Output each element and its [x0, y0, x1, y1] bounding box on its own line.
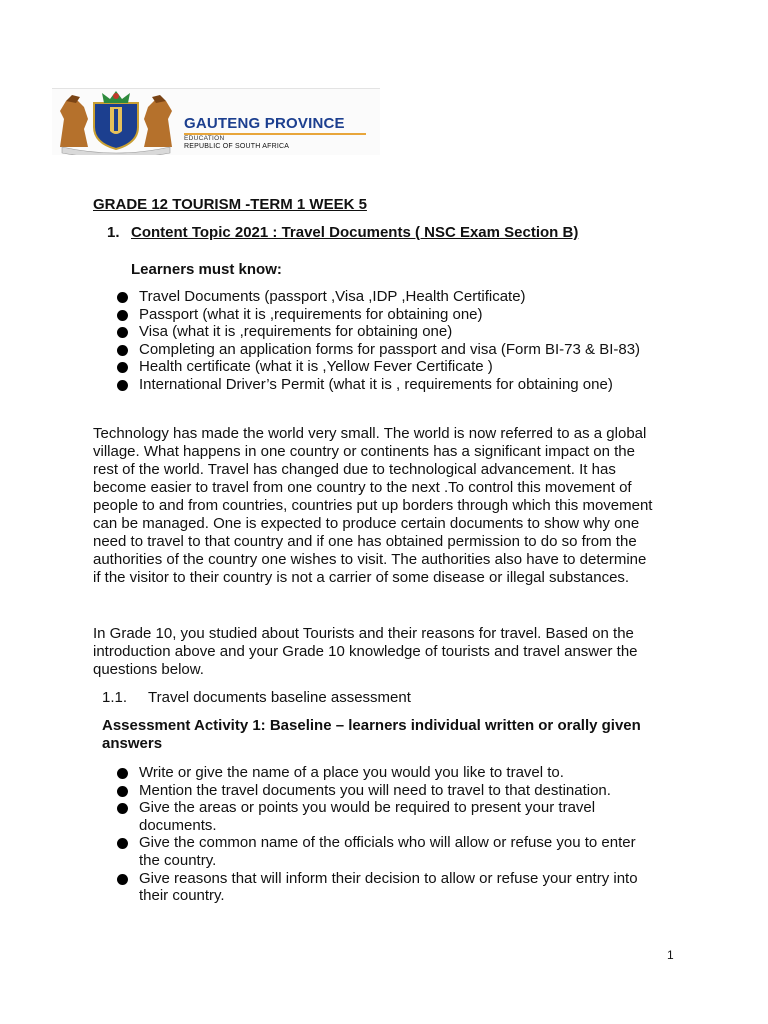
- logo-title: GAUTENG PROVINCE: [184, 115, 345, 132]
- list-item: Health certificate (what it is ,Yellow Fever Certificate ): [113, 358, 640, 376]
- bullet-icon: [117, 292, 128, 303]
- list-item: Visa (what it is ,requirements for obtaining one): [113, 323, 640, 341]
- subsection-number: 1.1.: [102, 689, 128, 706]
- list-item: Mention the travel documents you will need to travel to that destination.: [113, 782, 638, 800]
- subsection-title: Travel documents baseline assessment: [148, 689, 411, 706]
- bullet-icon: [117, 874, 128, 885]
- list-item: Give reasons that will inform their decision to allow or refuse your entry into their country.: [113, 870, 638, 905]
- list-item: Completing an application forms for passport and visa (Form BI-73 & BI-83): [113, 341, 640, 359]
- bullet-icon: [117, 327, 128, 338]
- activity-list: [113, 764, 638, 905]
- list-item: Travel Documents (passport ,Visa ,IDP ,Health Certificate): [113, 288, 640, 306]
- list-item: Write or give the name of a place you would you like to travel to.: [113, 764, 638, 782]
- bullet-icon: [117, 345, 128, 356]
- activity-heading: Assessment Activity 1: Baseline – learners individual written or orally given answers: [102, 717, 641, 752]
- bullet-icon: [117, 838, 128, 849]
- page-heading: GRADE 12 TOURISM -TERM 1 WEEK 5: [93, 196, 367, 213]
- logo-country: REPUBLIC OF SOUTH AFRICA: [184, 143, 290, 150]
- gauteng-logo: [52, 88, 380, 155]
- grade10-paragraph: In Grade 10, you studied about Tourists and their reasons for travel. Based on the introduction above and your Grade 10 knowledge of tourists and travel answer the questions below.: [93, 625, 638, 678]
- learners-heading: Learners must know:: [131, 261, 282, 278]
- topic-title: Content Topic 2021 : Travel Documents ( NSC Exam Section B): [131, 224, 579, 241]
- bullet-icon: [117, 803, 128, 814]
- learners-list: [113, 288, 640, 394]
- list-item: Give the areas or points you would be required to present your travel documents.: [113, 799, 638, 834]
- list-item: Give the common name of the officials who will allow or refuse you to enter the country.: [113, 834, 638, 869]
- intro-paragraph: Technology has made the world very small. The world is now referred to as a global village. What happens in one country or continents has a significant impact on the rest of the world. Travel has changed due to technological advancement. It has become easier to travel from one country to the next .To control this movement of people to and from countries, countries put up borders through which this movement can be managed. One is expected to produce certain documents to show why one need to travel to that country and if one has obtained permission to do so from the authorities of the country one wishes to visit. The authorities also have to determine if the visitor to their country is not a carrier of some disease or illegal substances.: [93, 425, 653, 586]
- list-item: Passport (what it is ,requirements for obtaining one): [113, 306, 640, 324]
- bullet-icon: [117, 310, 128, 321]
- logo-subtitle: EDUCATION: [184, 135, 225, 142]
- bullet-icon: [117, 786, 128, 797]
- list-item: International Driver’s Permit (what it is , requirements for obtaining one): [113, 376, 640, 394]
- bullet-icon: [117, 362, 128, 373]
- bullet-icon: [117, 380, 128, 391]
- coat-of-arms-icon: [54, 89, 178, 155]
- page-number: 1: [667, 948, 674, 962]
- bullet-icon: [117, 768, 128, 779]
- topic-number: 1.: [107, 224, 120, 241]
